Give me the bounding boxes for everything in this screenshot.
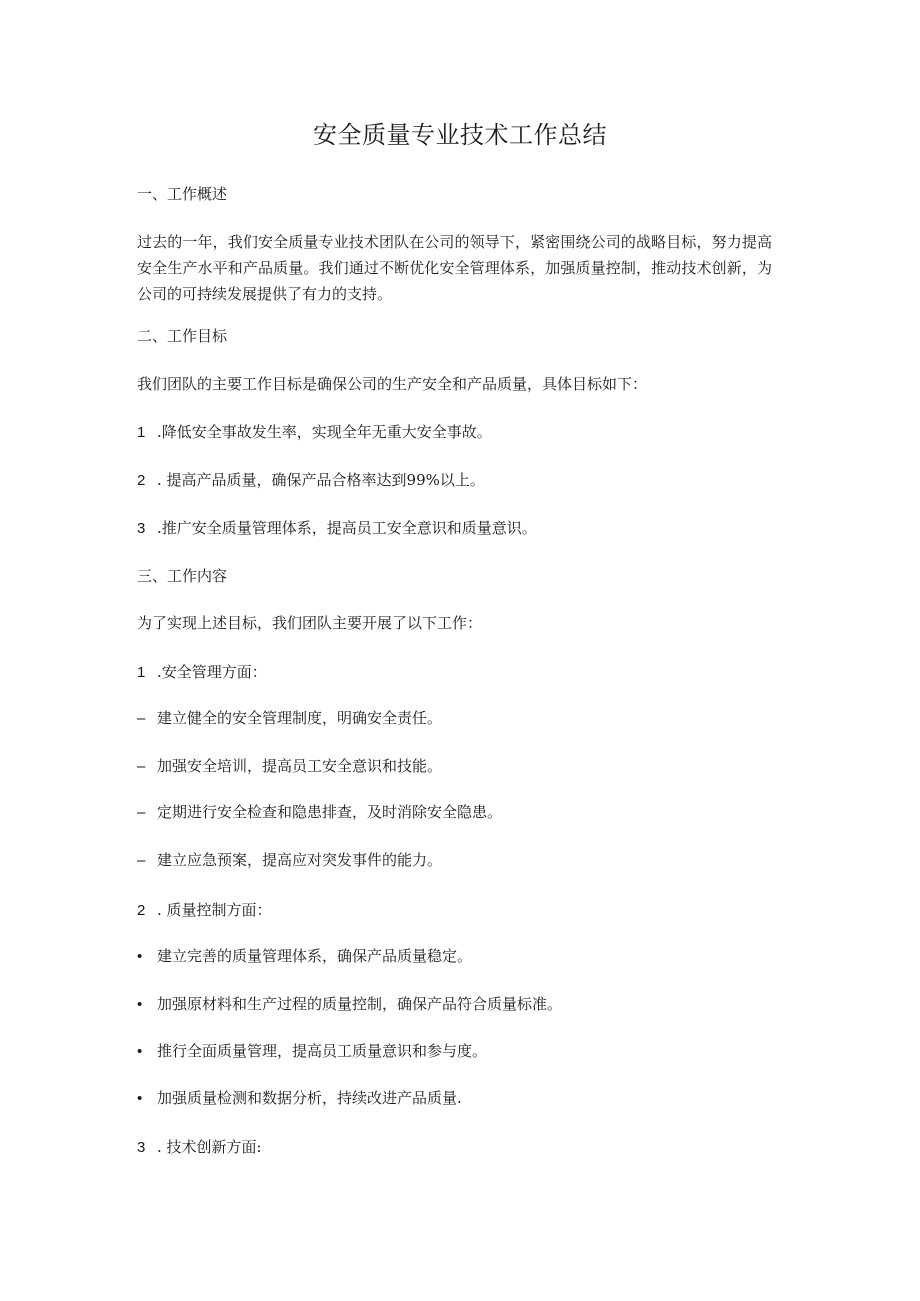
goal-item-number: 1 xyxy=(137,424,146,441)
safety-list-item xyxy=(137,799,777,826)
list-item-text: 加强原材料和生产过程的质量控制，确保产品符合质量标准。 xyxy=(157,995,563,1013)
subsection-heading-tech xyxy=(137,1134,777,1161)
bullet-marker: • xyxy=(137,948,143,965)
dash-marker: – xyxy=(137,852,146,869)
subsection-number: 3 xyxy=(137,1139,146,1156)
bullet-marker: • xyxy=(137,996,143,1013)
subsection-heading-quality xyxy=(137,897,777,924)
overview-paragraph: 过去的一年，我们安全质量专业技术团队在公司的领导下，紧密围绕公司的战略目标，努力提高安全生产水平和产品质量。我们通过不断优化安全管理体系，加强质量控制，推动技术创新，为公司的可持续发展提供了有力的支持。 xyxy=(137,233,772,303)
list-item-text: 加强质量检测和数据分析，持续改进产品质量. xyxy=(157,1089,462,1107)
content-intro: 为了实现上述目标，我们团队主要开展了以下工作： xyxy=(137,614,483,632)
safety-list-item xyxy=(137,705,777,732)
list-item-text: 加强安全培训，提高员工安全意识和技能。 xyxy=(157,757,443,775)
goal-item-text: .推广安全质量管理体系，提高员工安全意识和质量意识。 xyxy=(157,519,537,537)
document-title: 安全质量专业技术工作总结 xyxy=(313,121,607,149)
section-heading-goals: 二、工作目标 xyxy=(137,327,228,345)
dash-marker: – xyxy=(137,804,146,821)
list-item-text: 定期进行安全检查和隐患排查，及时消除安全隐患。 xyxy=(157,803,503,821)
goals-intro: 我们团队的主要工作目标是确保公司的生产安全和产品质量，具体目标如下： xyxy=(137,375,648,393)
quality-list-item xyxy=(137,1085,777,1112)
goal-item xyxy=(137,467,777,494)
list-item-text: 建立完善的质量管理体系，确保产品质量稳定。 xyxy=(157,947,473,965)
subsection-title: .安全管理方面： xyxy=(157,663,267,681)
subsection-title: . 质量控制方面： xyxy=(157,901,272,919)
list-item-text: 建立健全的安全管理制度，明确安全责任。 xyxy=(157,709,443,727)
quality-list-item xyxy=(137,991,777,1018)
dash-marker: – xyxy=(137,710,146,727)
goal-item-text: .降低安全事故发生率，实现全年无重大安全事故。 xyxy=(157,423,492,441)
goal-item xyxy=(137,419,777,446)
dash-marker: – xyxy=(137,758,146,775)
list-item-text: 推行全面质量管理，提高员工质量意识和参与度。 xyxy=(157,1042,488,1060)
list-item-text: 建立应急预案，提高应对突发事件的能力。 xyxy=(157,851,443,869)
section-heading-content: 三、工作内容 xyxy=(137,567,228,585)
bullet-marker: • xyxy=(137,1043,143,1060)
subsection-heading-safety xyxy=(137,659,777,686)
section-heading-overview: 一、工作概述 xyxy=(137,185,228,203)
bullet-marker: • xyxy=(137,1090,143,1107)
quality-list-item xyxy=(137,943,777,970)
subsection-title: . 技术创新方面: xyxy=(157,1138,262,1156)
safety-list-item xyxy=(137,753,777,780)
goal-item-number: 2 xyxy=(137,472,146,489)
goal-item-text: . 提高产品质量，确保产品合格率达到99%以上。 xyxy=(157,471,485,489)
quality-list-item xyxy=(137,1038,777,1065)
subsection-number: 1 xyxy=(137,664,146,681)
goal-item-number: 3 xyxy=(137,520,146,537)
subsection-number: 2 xyxy=(137,902,146,919)
safety-list-item xyxy=(137,847,777,874)
goal-item xyxy=(137,515,777,542)
